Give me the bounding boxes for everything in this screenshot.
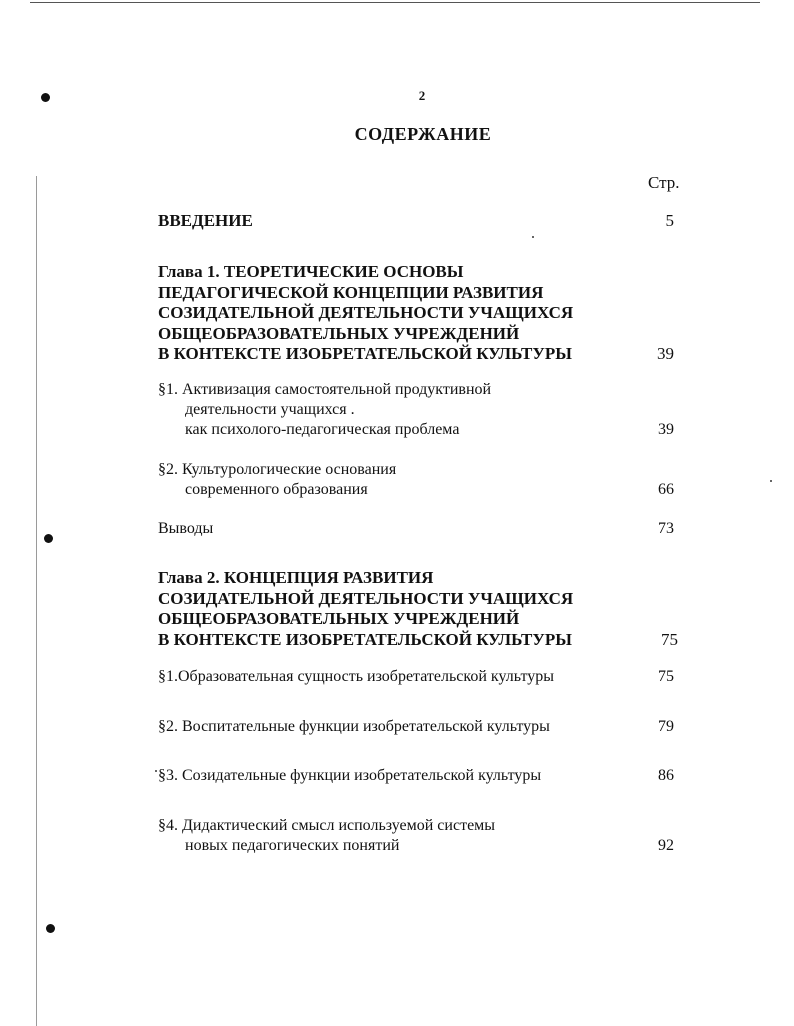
toc-chapter-line: ОБЩЕОБРАЗОВАТЕЛЬНЫХ УЧРЕЖДЕНИЙ (158, 323, 520, 343)
page-title: СОДЕРЖАНИЕ (354, 124, 492, 144)
toc-section-2-1 (158, 667, 688, 687)
page-column-label: Стр. (648, 173, 680, 192)
binder-hole-mark (41, 93, 50, 102)
page-number: 2 (418, 88, 426, 103)
toc-section-line: как психолого-педагогическая проблема (185, 421, 460, 438)
toc-chapter-line: ОБЩЕОБРАЗОВАТЕЛЬНЫХ УЧРЕЖДЕНИЙ (158, 609, 520, 628)
toc-section-line: §2. Воспитательные функции изобретательской культуры (158, 718, 550, 735)
toc-section-line: новых педагогических понятий (185, 837, 400, 854)
toc-page-number: 39 (657, 344, 674, 363)
toc-chapter-line: СОЗИДАТЕЛЬНОЙ ДЕЯТЕЛЬНОСТИ УЧАЩИХСЯ (158, 303, 574, 322)
toc-chapter-line: ПЕДАГОГИЧЕСКОЙ КОНЦЕПЦИИ РАЗВИТИЯ (158, 282, 544, 302)
scan-top-border (30, 2, 760, 3)
toc-page-number: 73 (658, 520, 674, 537)
toc-page-number: 92 (658, 837, 674, 854)
toc-chapter-1 (158, 262, 688, 365)
toc-chapter-line: Глава 1. ТЕОРЕТИЧЕСКИЕ ОСНОВЫ (158, 262, 464, 281)
toc-page-number: 5 (665, 211, 674, 230)
toc-section-1-2 (158, 460, 688, 500)
toc-entry-title: ВВЕДЕНИЕ (158, 211, 253, 230)
toc-section-line: современного образования (185, 481, 368, 498)
toc-page-number: 66 (658, 481, 674, 498)
scan-speck (532, 236, 534, 238)
toc-chapter-2 (158, 568, 688, 650)
toc-page-number: 86 (658, 767, 674, 784)
toc-section-line: §1.Образовательная сущность изобретательской культуры (158, 668, 554, 685)
toc-chapter-line: СОЗИДАТЕЛЬНОЙ ДЕЯТЕЛЬНОСТИ УЧАЩИХСЯ (158, 588, 574, 608)
toc-section-line: деятельности учащихся . (185, 401, 355, 418)
scan-left-border (36, 176, 37, 1026)
toc-page-number: 75 (658, 668, 674, 685)
toc-section-2-3 (158, 766, 688, 786)
toc-chapter-line: В КОНТЕКСТЕ ИЗОБРЕТАТЕЛЬСКОЙ КУЛЬТУРЫ (158, 629, 572, 649)
toc-page-number: 39 (658, 421, 674, 438)
scan-speck (155, 770, 157, 772)
toc-section-line: §2. Культурологические основания (158, 461, 397, 478)
scan-speck (770, 480, 772, 482)
toc-section-1-1 (158, 380, 688, 440)
toc-section-2-2 (158, 717, 688, 737)
toc-page-number: 79 (658, 718, 674, 735)
toc-page-number: 75 (661, 629, 678, 649)
toc-entry-intro (158, 211, 688, 232)
toc-section-line: §4. Дидактический смысл используемой системы (158, 817, 496, 834)
toc-section-line: §1. Активизация самостоятельной продуктивной (158, 381, 492, 398)
binder-hole-mark (46, 924, 55, 933)
toc-conclusions (158, 519, 688, 539)
binder-hole-mark (44, 534, 53, 543)
toc-chapter-line: В КОНТЕКСТЕ ИЗОБРЕТАТЕЛЬСКОЙ КУЛЬТУРЫ (158, 344, 572, 363)
toc-section-line: §3. Созидательные функции изобретательской культуры (158, 767, 542, 784)
toc-chapter-line: Глава 2. КОНЦЕПЦИЯ РАЗВИТИЯ (158, 568, 434, 587)
toc-section-2-4 (158, 816, 688, 856)
toc-entry-title: Выводы (158, 520, 214, 537)
